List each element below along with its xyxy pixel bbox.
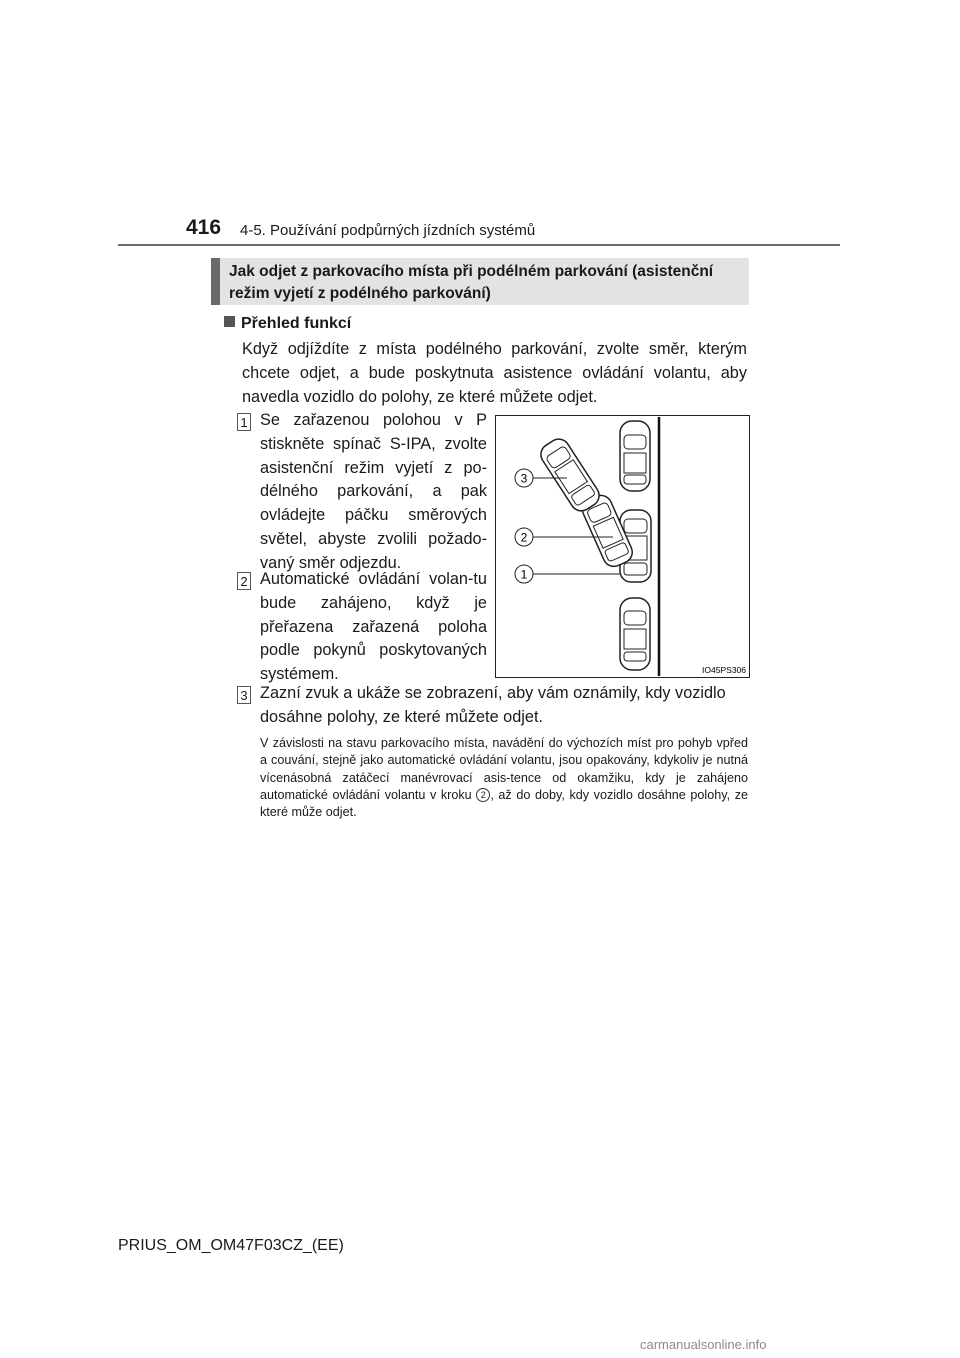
parked-car-front (620, 421, 650, 491)
watermark: carmanualsonline.info (640, 1337, 767, 1352)
step-3-number: 3 (237, 686, 251, 704)
topic-heading (211, 258, 749, 305)
note-text-before: V závislosti na stavu parkovacího místa, navádění do výchozích míst pro pohyb vpřed a couvání, stejně jako automatické ovládání volantu, jsou opakovány, kdykoliv je nutná vícenásobná zatáčecí manévrovací asis-tence od okamžiku, kdy je zahájeno automatické ovládání volantu v kroku (260, 736, 748, 802)
step-3-text: Zazní zvuk a ukáže se zobrazení, aby vám oznámily, kdy vozidlo dosáhne polohy, ze které můžete odjet. (260, 684, 726, 726)
callout-2-label: 2 (520, 530, 528, 545)
note-text (260, 735, 748, 821)
note-text-after: , až do doby, kdy vozidlo dosáhne polohy, ze které může odjet. (260, 787, 749, 820)
parked-car-rear (620, 598, 650, 670)
square-bullet-icon (224, 316, 235, 327)
section-title: 4-5. Používání podpůrných jízdních systémů (240, 222, 536, 239)
overview-heading (224, 315, 351, 333)
step-2-text: Automatické ovládání volan-tu bude zahájeno, když je přeřazena zařazená poloha podle pokynů poskytovaných systémem. (260, 570, 487, 684)
topic-heading-line-1: Jak odjet z parkovacího místa při podélném parkování (asistenční (229, 263, 714, 280)
step-2-number: 2 (237, 572, 251, 590)
overview-text: Když odjíždíte z místa podélného parkování, zvolte směr, kterým chcete odjet, a bude poskytnuta asistence ovládání volantu, aby navedla vozidlo do polohy, ze které můžete odjet. (242, 340, 747, 406)
callout-1-label: 1 (520, 567, 528, 582)
step-ref-circle: 2 (476, 788, 490, 802)
page-number: 416 (186, 216, 222, 239)
callout-2 (515, 528, 533, 546)
figure-code: IO45PS306 (702, 665, 746, 675)
step-1-text: Se zařazenou polohou v P stiskněte spínač S-IPA, zvolte asistenční režim vyjetí z po-délného parkování, a pak ovládejte páčku směrových světel, abyste zvolili požado-vaný směr odjezdu. (260, 411, 487, 572)
topic-heading-line-2: režim vyjetí z podélného parkování) (229, 285, 491, 302)
callout-3-label: 3 (520, 471, 528, 486)
callout-3 (515, 469, 533, 487)
document-id: PRIUS_OM_OM47F03CZ_(EE) (118, 1237, 344, 1254)
parking-exit-illustration (495, 415, 750, 678)
callout-1 (515, 565, 533, 583)
illustration-svg (495, 415, 750, 678)
overview-title: Přehled funkcí (241, 315, 352, 332)
header-divider (118, 244, 840, 246)
step-1-number: 1 (237, 413, 251, 431)
